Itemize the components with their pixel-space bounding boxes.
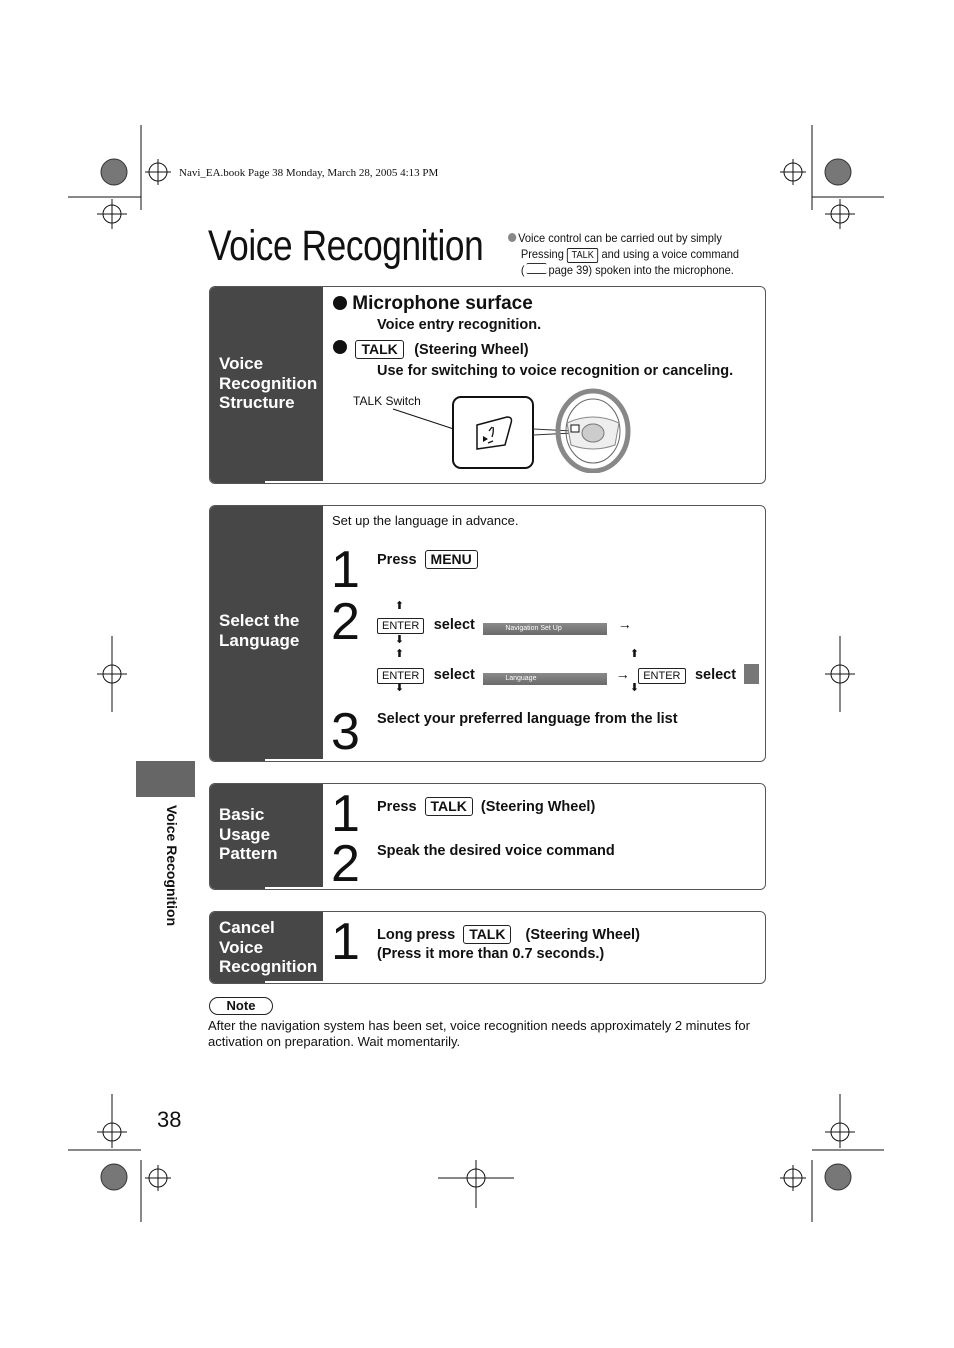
right-arrow-icon: → [615, 666, 630, 682]
up-arrow-icon: ⬆ [394, 648, 405, 660]
enter-key: ENTER [377, 618, 424, 634]
talk-key: TALK [463, 925, 511, 944]
bullet-icon [333, 340, 347, 354]
step-number: 2 [331, 593, 360, 651]
menu-bar-navigation: Navigation Set Up [483, 623, 607, 635]
item-microphone: Microphone surface [333, 293, 533, 315]
talk-key: TALK [355, 340, 403, 359]
talk-desc: Use for switching to voice recognition or canceling. [377, 363, 734, 379]
bullet-icon [508, 233, 516, 242]
right-arrow-icon: → [617, 616, 632, 632]
step-number: 1 [331, 785, 360, 843]
enter-key: ENTER [638, 668, 685, 684]
step-number: 1 [331, 913, 360, 971]
print-info: Navi_EA.book Page 38 Monday, March 28, 2005 4:13 PM [179, 167, 439, 179]
reference-hand-icon [526, 263, 546, 274]
cancel-note: (Press it more than 0.7 seconds.) [377, 946, 605, 962]
panel-label: Select the Language [219, 611, 300, 650]
talk-key: TALK [567, 248, 599, 263]
down-arrow-icon: ⬇ [394, 634, 405, 646]
basic-step2: Speak the desired voice command [377, 843, 615, 859]
up-arrow-icon: ⬆ [394, 600, 405, 612]
bullet-icon [333, 296, 347, 310]
menu-key: MENU [425, 550, 478, 569]
figure-label: TALK Switch [353, 394, 421, 408]
divider [265, 887, 323, 889]
menu-bar-language: Language [483, 673, 607, 685]
panel-sidebar [210, 506, 323, 761]
step3-instruction: Select your preferred language from the list [377, 711, 678, 727]
step2-row1: ENTER select Navigation Set Up → [377, 616, 632, 635]
side-tab-label: Voice Recognition [164, 805, 180, 927]
panel-label: Cancel Voice Recognition [219, 918, 318, 976]
down-arrow-icon: ⬇ [394, 682, 405, 694]
enter-key: ENTER [377, 668, 424, 684]
talk-switch-figure [353, 387, 643, 473]
divider [265, 759, 323, 761]
step-number: 3 [331, 703, 360, 761]
panel-label: Voice Recognition Structure [219, 354, 318, 412]
item-talk: TALK (Steering Wheel) [333, 340, 529, 359]
page-number: 38 [157, 1107, 182, 1132]
intro-text: Voice control can be carried out by simply Pressing TALK and using a voice command ( page 39) spoken into the microphone. [508, 231, 756, 278]
structure-panel [209, 286, 766, 484]
cancel-step1: Long press TALK (Steering Wheel) [377, 926, 640, 943]
basic-panel [209, 783, 766, 890]
panel-sidebar [210, 912, 323, 983]
panel-sidebar [210, 784, 323, 889]
voice-icon [744, 664, 759, 684]
step2-row2: ENTER select Language → ENTER select [377, 664, 759, 685]
cancel-panel [209, 911, 766, 984]
microphone-desc: Voice entry recognition. [377, 317, 542, 333]
up-arrow-icon: ⬆ [629, 648, 640, 660]
basic-step1: Press TALK (Steering Wheel) [377, 798, 596, 815]
step-number: 1 [331, 541, 360, 599]
language-panel [209, 505, 766, 762]
divider [265, 981, 323, 983]
language-intro: Set up the language in advance. [332, 513, 519, 528]
talk-key: TALK [425, 797, 473, 816]
note-badge: Note [209, 997, 273, 1015]
page-title: Voice Recognition [208, 222, 484, 270]
note-text: After the navigation system has been set, voice recognition needs approximately 2 minutes for activation on preparation. Wait momentarily. [208, 1018, 750, 1049]
step1-instruction: Press MENU [377, 550, 478, 569]
step-number: 2 [331, 835, 360, 890]
panel-sidebar [210, 287, 323, 483]
down-arrow-icon: ⬇ [629, 682, 640, 694]
side-tab-marker [136, 761, 195, 797]
divider [265, 481, 323, 483]
panel-label: Basic Usage Pattern [219, 805, 278, 863]
